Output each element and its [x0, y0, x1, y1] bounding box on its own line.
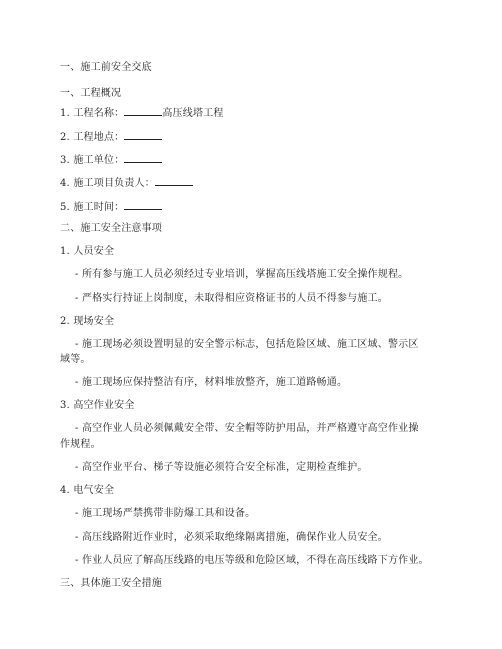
item-label: 施工单位：	[73, 155, 125, 166]
group-number: 3.	[60, 400, 70, 411]
item-number: 1.	[60, 108, 70, 119]
item-value: 高压线塔工程	[162, 108, 224, 119]
safety-group-personnel	[60, 245, 114, 258]
group-title: 人员安全	[73, 246, 115, 257]
item-label: 施工时间：	[73, 202, 125, 213]
item-number: 2.	[60, 132, 70, 143]
fill-in-blank	[124, 199, 162, 210]
safety-group-electrical	[60, 484, 114, 497]
bullet-item: - 施工现场必须设置明显的安全警示标志，包括危险区域、施工区域、警示区	[75, 339, 419, 350]
group-number: 1.	[60, 246, 70, 257]
overview-item-contractor	[60, 152, 162, 167]
section-heading-overview: 一、工程概况	[60, 88, 122, 99]
bullet-item: - 作业人员应了解高压线路的电压等级和危险区域，不得在高压线路下方作业。	[75, 555, 429, 566]
item-number: 3.	[60, 155, 70, 166]
group-title: 高空作业安全	[73, 400, 135, 411]
group-number: 2.	[60, 316, 70, 327]
item-label: 工程名称：	[73, 108, 125, 119]
bullet-item: - 施工现场严禁携带非防爆工具和设备。	[75, 508, 256, 519]
fill-in-blank	[124, 129, 162, 140]
fill-in-blank	[155, 175, 193, 186]
bullet-item: - 高空作业人员必须佩戴安全带、安全帽等防护用品，并严格遵守高空作业操	[75, 423, 419, 434]
bullet-item-continuation: 作规程。	[60, 439, 101, 450]
document-title: 一、施工前安全交底	[60, 62, 152, 73]
bullet-item: - 高空作业平台、梯子等设施必须符合安全标准，定期检查维护。	[75, 462, 368, 473]
bullet-item: - 所有参与施工人员必须经过专业培训，掌握高压线塔施工安全操作规程。	[75, 269, 409, 280]
overview-item-project-name	[60, 105, 224, 120]
item-number: 4.	[60, 178, 70, 189]
overview-item-schedule	[60, 199, 162, 214]
section-heading-measures: 三、具体施工安全措施	[60, 578, 162, 589]
safety-group-working-at-height	[60, 399, 135, 412]
group-title: 现场安全	[73, 316, 115, 327]
fill-in-blank	[124, 105, 162, 116]
section-heading-safety-notes: 二、施工安全注意事项	[60, 223, 162, 234]
bullet-item: - 高压线路附近作业时，必须采取绝缘隔离措施，确保作业人员安全。	[75, 532, 388, 543]
bullet-item-continuation: 域等。	[60, 354, 91, 365]
fill-in-blank	[124, 152, 162, 163]
overview-item-project-manager	[60, 175, 193, 190]
overview-item-location	[60, 129, 162, 144]
item-label: 施工项目负责人：	[73, 178, 155, 189]
group-title: 电气安全	[73, 485, 115, 496]
item-number: 5.	[60, 202, 70, 213]
group-number: 4.	[60, 485, 70, 496]
bullet-item: - 施工现场应保持整洁有序，材料堆放整齐，施工道路畅通。	[75, 377, 348, 388]
safety-group-site	[60, 315, 114, 328]
item-label: 工程地点：	[73, 132, 125, 143]
bullet-item: - 严格实行持证上岗制度，未取得相应资格证书的人员不得参与施工。	[75, 293, 388, 304]
